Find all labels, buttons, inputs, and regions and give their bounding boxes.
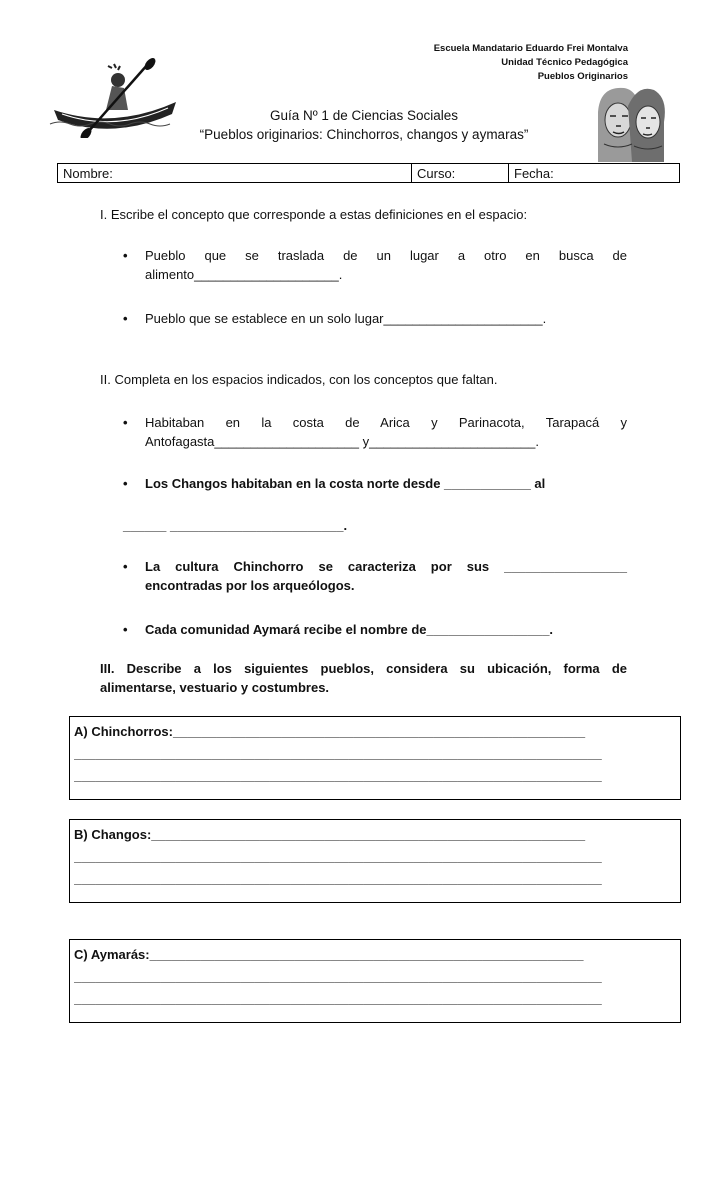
section-2-item-2-line2: ______ ________________________. xyxy=(123,518,348,533)
name-field[interactable] xyxy=(58,164,412,182)
section-2-item-1-line2: Antofagasta____________________ y_______________________. xyxy=(145,434,539,449)
answer-box-a-line1: A) Chinchorros:_________________________________________________________ xyxy=(74,724,586,739)
section-1-item-1-line2: alimento____________________. xyxy=(145,267,343,282)
section-2-item-2-line1: • Los Changos habitaban en la costa norte desde ____________ al xyxy=(145,476,546,491)
answer-box-b-line1: B) Changos:____________________________________________________________ xyxy=(74,827,586,842)
section-2-item-3-line1: • La cultura Chinchorro se caracteriza por sus _________________ xyxy=(145,559,627,574)
section-2-item-1-line1: • Habitaban en la costa de Arica y Parinacota, Tarapacá y xyxy=(145,415,627,430)
section-1-heading: I. Escribe el concepto que corresponde a estas definiciones en el espacio: xyxy=(100,207,528,222)
date-label: Fecha: xyxy=(514,166,554,181)
school-topic: Pueblos Originarios xyxy=(537,71,628,82)
section-1-item-2 xyxy=(145,309,627,328)
section-3-heading-line2: alimentarse, vestuario y costumbres. xyxy=(100,680,330,695)
section-2-item-2 xyxy=(145,474,627,493)
answer-box-c-line1: C) Aymarás:____________________________________________________________ xyxy=(74,947,584,962)
name-label: Nombre: xyxy=(63,166,113,181)
answer-box-a-line2: _________________________________________________________________________ xyxy=(74,746,602,761)
section-1-item-2-text: • Pueblo que se establece en un solo lugar______________________. xyxy=(145,311,547,326)
section-2-item-3-line2: encontradas por los arqueólogos. xyxy=(145,578,355,593)
answer-box-aymaras[interactable] xyxy=(69,939,681,1023)
page-title: Guía Nº 1 de Ciencias Sociales xyxy=(269,108,459,123)
answer-box-b-line3: _________________________________________________________________________ xyxy=(74,871,602,886)
section-2-item-4 xyxy=(145,620,627,639)
course-field[interactable] xyxy=(412,164,509,182)
section-1-item-1 xyxy=(145,246,627,284)
section-1-item-1-line1: • Pueblo que se traslada de un lugar a otro en busca de xyxy=(145,248,627,263)
answer-box-c-line3: _________________________________________________________________________ xyxy=(74,991,602,1006)
page-subtitle: “Pueblos originarios: Chinchorros, changos y aymaras” xyxy=(199,127,529,142)
section-2-item-1 xyxy=(145,413,627,451)
section-3-heading-line1: III. Describe a los siguientes pueblos, considera su ubicación, forma de xyxy=(100,661,627,676)
school-unit: Unidad Técnico Pedagógica xyxy=(501,57,628,68)
section-2-item-3 xyxy=(145,557,627,595)
section-3-heading xyxy=(100,659,627,697)
answer-box-b-line2: _________________________________________________________________________ xyxy=(74,849,602,864)
answer-box-chinchorros[interactable] xyxy=(69,716,681,800)
course-label: Curso: xyxy=(417,166,456,181)
school-name: Escuela Mandatario Eduardo Frei Montalva xyxy=(433,43,628,54)
answer-box-c-line2: _________________________________________________________________________ xyxy=(74,969,602,984)
date-field[interactable] xyxy=(509,164,679,182)
student-info-table xyxy=(57,163,680,183)
section-2-heading: II. Completa en los espacios indicados, con los conceptos que faltan. xyxy=(100,372,498,387)
section-2-item-4-text: • Cada comunidad Aymará recibe el nombre de_________________. xyxy=(145,622,554,637)
school-header xyxy=(434,42,628,84)
answer-box-a-line3: _________________________________________________________________________ xyxy=(74,768,602,783)
answer-box-changos[interactable] xyxy=(69,819,681,903)
